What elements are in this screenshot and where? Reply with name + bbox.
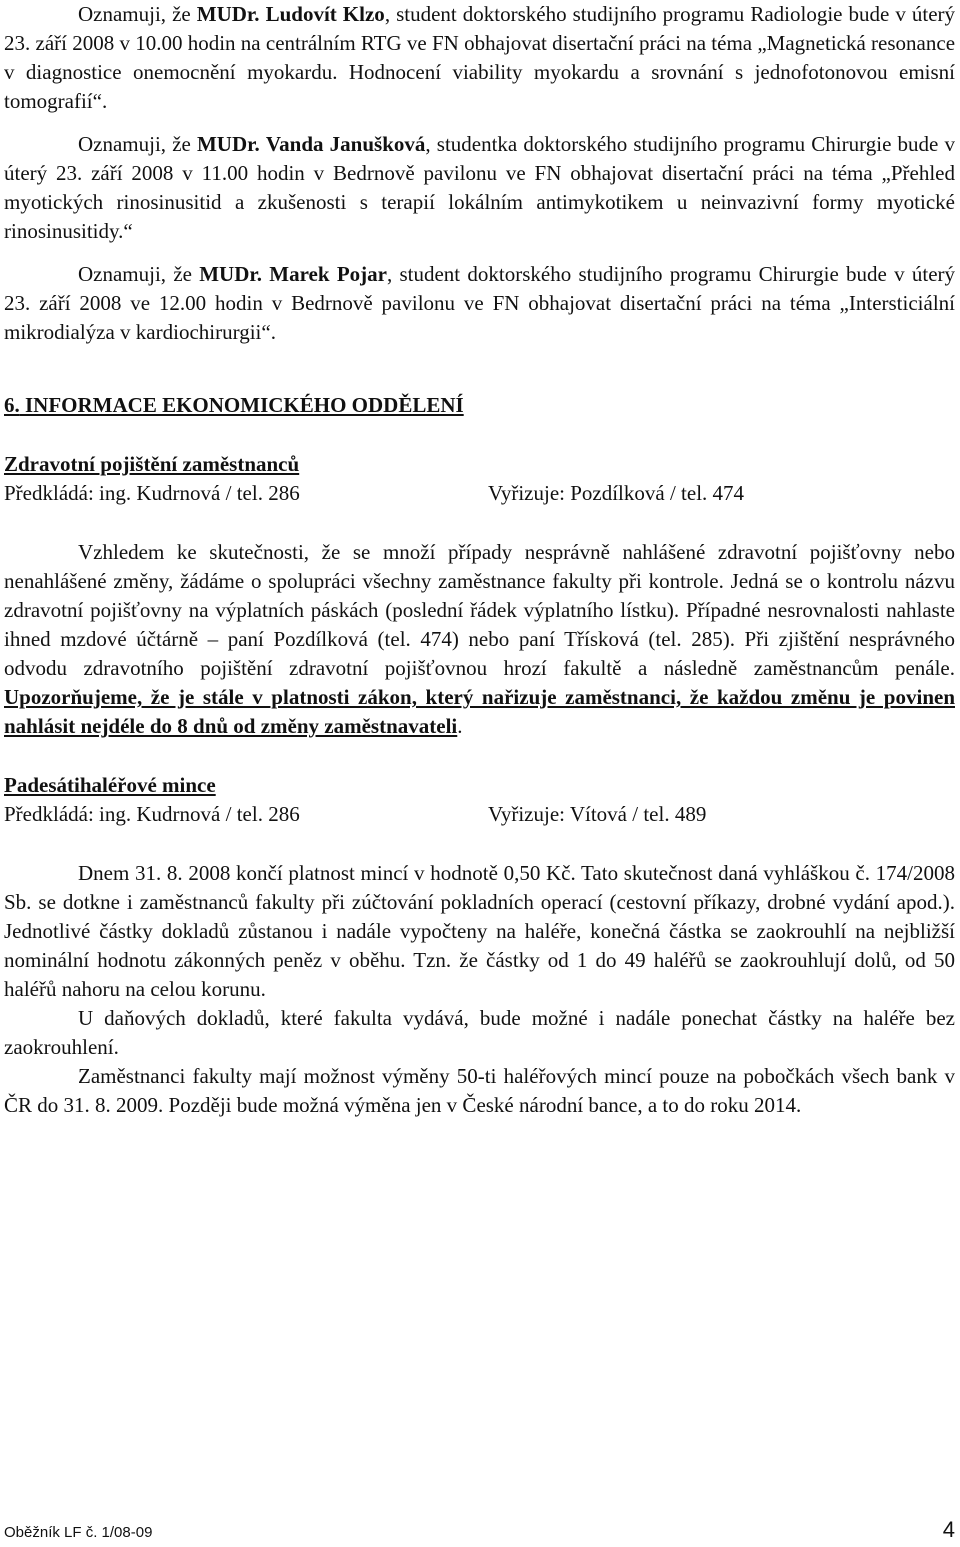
coins-paragraph: Zaměstnanci fakulty mají možnost výměny 50-ti haléřových mincí pouze na pobočkách všech bank v ČR do 31. 8. 2009. Později bude možná výměna jen v České národní bance, a to do roku 2014. [4, 1064, 955, 1117]
submitted-by: Předkládá: ing. Kudrnová / tel. 286 [4, 481, 300, 505]
page-footer [4, 1515, 955, 1547]
coins-contacts [4, 800, 955, 829]
submitted-by: Předkládá: ing. Kudrnová / tel. 286 [4, 802, 300, 826]
handled-by: Vyřizuje: Vítová / tel. 489 [488, 802, 707, 826]
coins-paragraph: U daňových dokladů, které fakulta vydává, bude možné i nadále ponechat částky na haléře bez zaokrouhlení. [4, 1006, 955, 1059]
announcement-januskova: Oznamuji, že MUDr. Vanda Janušková, studentka doktorského studijního programu Chirurgie bude v úterý 23. září 2008 v 11.00 hodin v Bedrnově pavilonu ve FN obhajovat disertační práci na téma „Přehled myotických rinosinusitid a zkušenosti s terapií lokálním antimykotikem u neinvazivní formy myotické rinosinusitidy.“ [4, 132, 955, 243]
announcement-klzo: Oznamuji, že MUDr. Ludovít Klzo, student doktorského studijního programu Radiologie bude v úterý 23. září 2008 v 10.00 hodin na centrálním RTG ve FN obhajovat disertační práci na téma „Magnetická resonance v diagnostice onemocnění myokardu. Hodnocení viability myokardu a srovnání s jednofotonovou emisní tomografií“. [4, 2, 956, 113]
student-name: Ludovít Klzo [265, 2, 385, 26]
announcement-title: MUDr. [196, 2, 260, 26]
insurance-heading: Zdravotní pojištění zaměstnanců [4, 452, 300, 476]
section-heading: 6. INFORMACE EKONOMICKÉHO ODDĚLENÍ [4, 393, 464, 417]
student-name: Vanda Janušková [265, 132, 426, 156]
page-number: 4 [942, 1517, 955, 1542]
footer-label: Oběžník LF č. 1/08-09 [4, 1524, 153, 1541]
handled-by: Vyřizuje: Pozdílková / tel. 474 [488, 481, 745, 505]
announcement-pojar: Oznamuji, že MUDr. Marek Pojar, student doktorského studijního programu Chirurgie bude v úterý 23. září 2008 ve 12.00 hodin v Bedrnově pavilonu ve FN obhajovat disertační práci na téma „Intersticiální mikrodialýza v kardiochirurgii“. [4, 262, 956, 344]
announcement-title: MUDr. [196, 132, 260, 156]
document-page [4, 0, 955, 1120]
insurance-contacts [4, 479, 955, 508]
student-name: Marek Pojar [269, 262, 387, 286]
announcement-title: MUDr. [199, 262, 263, 286]
insurance-warning: Upozorňujeme, že je stále v platnosti zákon, který nařizuje zaměstnanci, že každou změnu je povinen nahlásit nejdéle do 8 dnů od změny zaměstnavateli [4, 685, 955, 738]
coins-paragraph: Dnem 31. 8. 2008 končí platnost mincí v hodnotě 0,50 Kč. Tato skutečnost daná vyhláškou č. 174/2008 Sb. se dotkne i zaměstnanců fakulty při zúčtování pokladních operací (cestovní příkazy, drobné vydání apod.). Jednotlivé částky dokladů zůstanou i nadále vypočteny na haléře, konečná částka se zaokrouhlí na nejbližší nominální hodnotu zákonných peněz v oběhu. Tzn. že částky od 1 do 49 haléřů se zaokrouhlují dolů, od 50 haléřů nahoru na celou korunu. [4, 861, 955, 1001]
coins-heading: Padesátihaléřové mince [4, 773, 216, 797]
insurance-body: Vzhledem ke skutečnosti, že se množí případy nesprávně nahlášené zdravotní pojišťovny nebo nenahlášené změny, žádáme o spolupráci všechny zaměstnance fakulty při kontrole. Jedná se o kontrolu názvu zdravotní pojišťovny na výplatních páskách (poslední řádek výplatního lístku). Případné nesrovnalosti nahlaste ihned mzdové účtárně – paní Pozdílková (tel. 474) nebo paní Třísková (tel. 285). Při zjištění nesprávného odvodu zdravotního pojištění zdravotní pojišťovnou hrozí fakultě a následně zaměstnancům penále. Upozorňujeme, že je stále v platnosti zákon, který nařizuje zaměstnanci, že každou změnu je povinen nahlásit nejdéle do 8 dnů od změny zaměstnavateli. [4, 540, 955, 738]
